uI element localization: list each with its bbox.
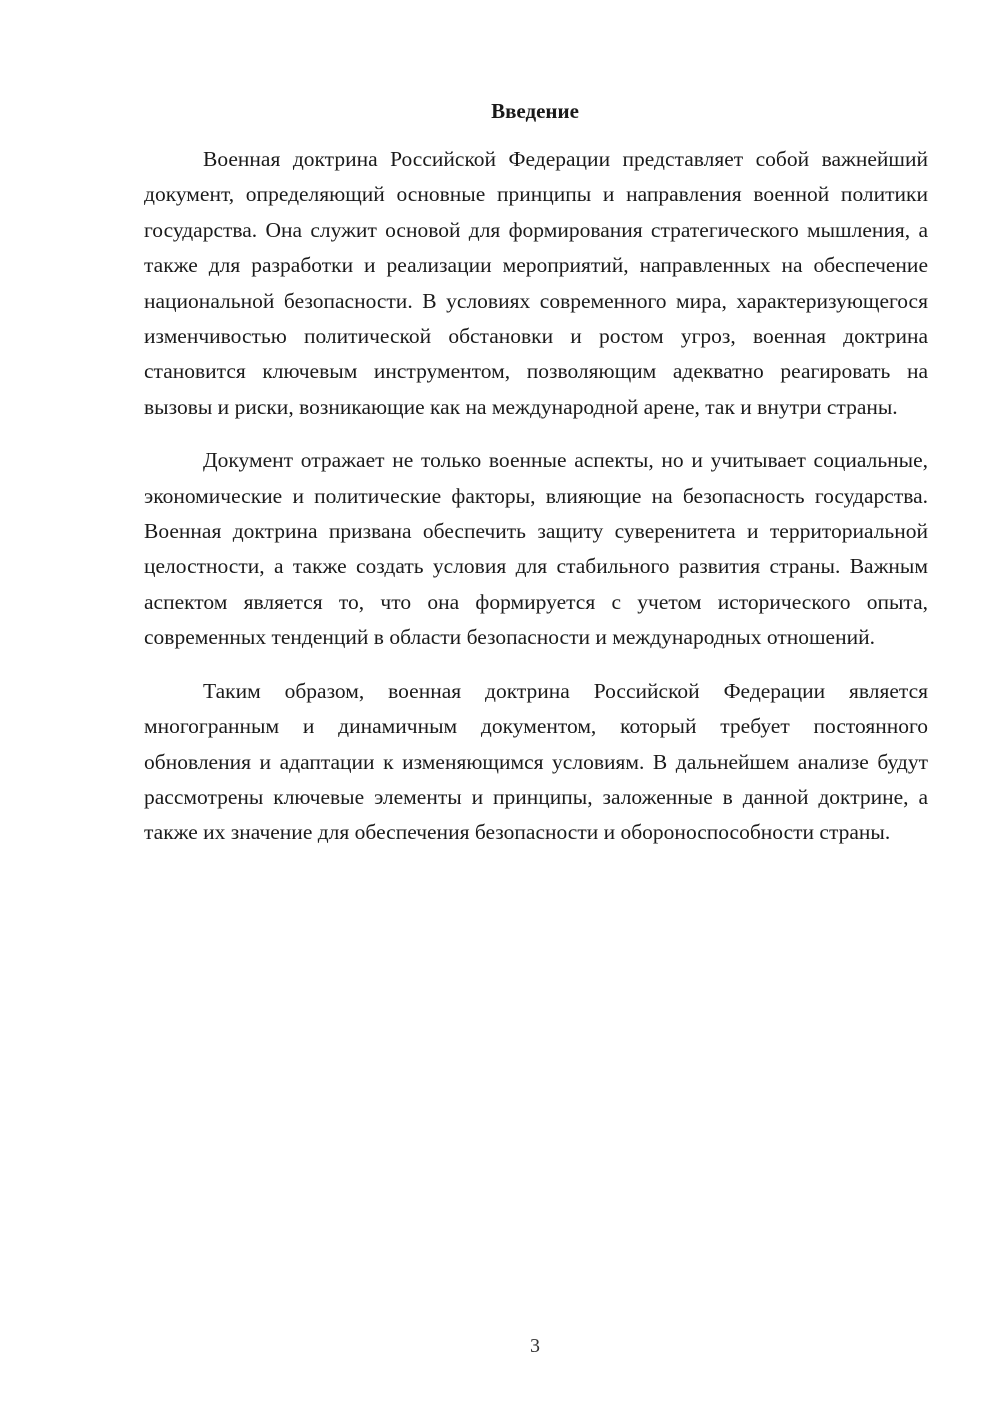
- paragraph-1: Военная доктрина Российской Федерации представляет собой важнейший документ, определяющий основные принципы и направления военной политики государства. Она служит основой для формирования стратегического мышления, а также для разработки и реализации мероприятий, направленных на обеспечение национальной безопасности. В условиях современного мира, характеризующегося изменчивостью политической обстановки и ростом угроз, военная доктрина становится ключевым инструментом, позволяющим адекватно реагировать на вызовы и риски, возникающие как на международной арене, так и внутри страны.: [144, 147, 928, 419]
- section-heading: Введение: [491, 99, 579, 123]
- body-text: [144, 142, 928, 869]
- paragraph-2: Документ отражает не только военные аспекты, но и учитывает социальные, экономические и политические факторы, влияющие на безопасность государства. Военная доктрина призвана обеспечить защиту суверенитета и территориальной целостности, а также создать условия для стабильного развития страны. Важным аспектом является то, что она формируется с учетом исторического опыта, современных тенденций в области безопасности и международных отношений.: [144, 448, 928, 650]
- page-number: 3: [530, 1335, 540, 1357]
- paragraph-3: Таким образом, военная доктрина Российской Федерации является многогранным и динамичным документом, который требует постоянного обновления и адаптации к изменяющимся условиям. В дальнейшем анализе будут рассмотрены ключевые элементы и принципы, заложенные в данной доктрине, а также их значение для обеспечения безопасности и обороноспособности страны.: [144, 678, 928, 845]
